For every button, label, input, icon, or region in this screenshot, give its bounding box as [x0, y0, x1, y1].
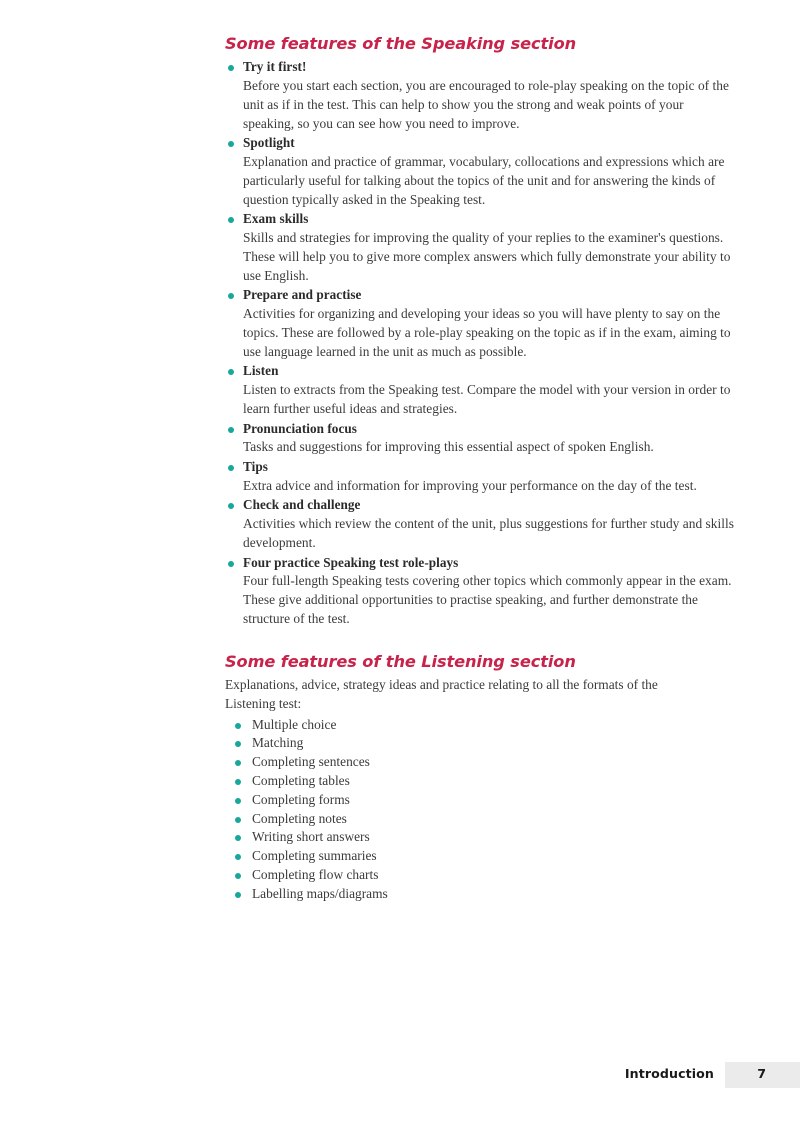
list-item-label: Completing forms [252, 791, 350, 807]
list-item [225, 134, 737, 209]
feature-description: Activities which review the content of the unit, plus suggestions for further study and skills development. [243, 515, 734, 550]
bullet-dot-icon [235, 779, 241, 785]
listening-intro-paragraph: Explanations, advice, strategy ideas and practice relating to all the formats of the Listening test: [225, 676, 658, 711]
list-item [225, 210, 737, 285]
bullet-dot-icon [228, 465, 234, 471]
feature-term: Four practice Speaking test role-plays [243, 554, 459, 570]
bullet-dot-icon [228, 65, 234, 71]
feature-description: Four full-length Speaking tests covering other topics which commonly appear in the exam. These give additional opportunities to practise speaking, and further demonstrate the structure of the test. [243, 573, 732, 626]
list-item [225, 362, 737, 418]
feature-description: Skills and strategies for improving the quality of your replies to the examiner's questions. These will help you to give more complex answers which fully demonstrate your ability to use English. [243, 230, 731, 283]
feature-description: Explanation and practice of grammar, vocabulary, collocations and expressions which are particularly useful for talking about the topics of the unit and for answering the kinds of question typically asked in the Speaking test. [243, 154, 725, 207]
section-spacer [225, 630, 737, 652]
bullet-dot-icon [228, 293, 234, 299]
list-item [234, 734, 737, 753]
bullet-dot-icon [228, 217, 234, 223]
list-item-label: Multiple choice [252, 716, 337, 732]
listening-section-heading: Some features of the Listening section [225, 651, 576, 671]
bullet-dot-icon [228, 503, 234, 509]
list-item-label: Completing tables [252, 772, 350, 788]
list-item [234, 772, 737, 791]
list-item [225, 58, 737, 133]
list-item [225, 458, 737, 495]
list-item-label: Labelling maps/diagrams [252, 885, 388, 901]
speaking-section-heading: Some features of the Speaking section [225, 34, 577, 53]
list-item [234, 716, 737, 735]
feature-term: Listen [243, 363, 279, 379]
list-item-label: Writing short answers [252, 829, 370, 845]
bullet-dot-icon [228, 141, 234, 147]
list-item [234, 753, 737, 772]
list-item [234, 810, 737, 829]
list-item [234, 847, 737, 866]
listening-formats-list [225, 716, 737, 904]
feature-term: Spotlight [243, 135, 295, 151]
list-item-label: Completing summaries [252, 848, 377, 864]
bullet-dot-icon [235, 835, 241, 841]
list-item [234, 885, 737, 904]
feature-description: Extra advice and information for improving your performance on the day of the test. [243, 477, 697, 493]
feature-description: Tasks and suggestions for improving this essential aspect of spoken English. [243, 439, 654, 455]
list-item [234, 791, 737, 810]
page-content [225, 34, 737, 904]
footer-chapter-label: Introduction [624, 1066, 714, 1081]
list-item [225, 420, 737, 457]
bullet-dot-icon [235, 892, 241, 898]
list-item [225, 286, 737, 361]
bullet-dot-icon [228, 427, 234, 433]
bullet-dot-icon [235, 873, 241, 879]
feature-description: Listen to extracts from the Speaking test. Compare the model with your version in order to learn further useful ideas and strategies. [243, 381, 731, 416]
bullet-dot-icon [235, 760, 241, 766]
feature-term: Check and challenge [243, 497, 361, 513]
speaking-feature-list [225, 58, 737, 628]
feature-term: Exam skills [243, 211, 309, 227]
feature-term: Try it first! [243, 59, 307, 75]
list-item-label: Completing flow charts [252, 866, 379, 882]
bullet-dot-icon [228, 369, 234, 375]
list-item-label: Matching [252, 735, 304, 751]
bullet-dot-icon [228, 561, 234, 567]
list-item [234, 828, 737, 847]
bullet-dot-icon [235, 798, 241, 804]
list-item-label: Completing sentences [252, 754, 370, 770]
feature-description: Activities for organizing and developing your ideas so you will have plenty to say on the topics. These are followed by a role-play speaking on the topic as if in the exam, aiming to use language learned in the unit as much as possible. [243, 305, 731, 359]
bullet-dot-icon [235, 741, 241, 747]
page-footer [0, 1062, 800, 1088]
bullet-dot-icon [235, 817, 241, 823]
page-number: 7 [757, 1066, 766, 1081]
feature-term: Tips [243, 458, 268, 474]
list-item [234, 866, 737, 885]
list-item [225, 554, 737, 629]
feature-term: Prepare and practise [243, 287, 362, 303]
bullet-dot-icon [235, 854, 241, 860]
feature-description: Before you start each section, you are encouraged to role-play speaking on the topic of the unit as if in the test. This can help to show you the strong and weak points of your speaking, so you can see how you need to improve. [243, 78, 729, 131]
list-item-label: Completing notes [252, 810, 347, 826]
list-item [225, 496, 737, 552]
bullet-dot-icon [235, 723, 241, 729]
feature-term: Pronunciation focus [243, 420, 357, 436]
